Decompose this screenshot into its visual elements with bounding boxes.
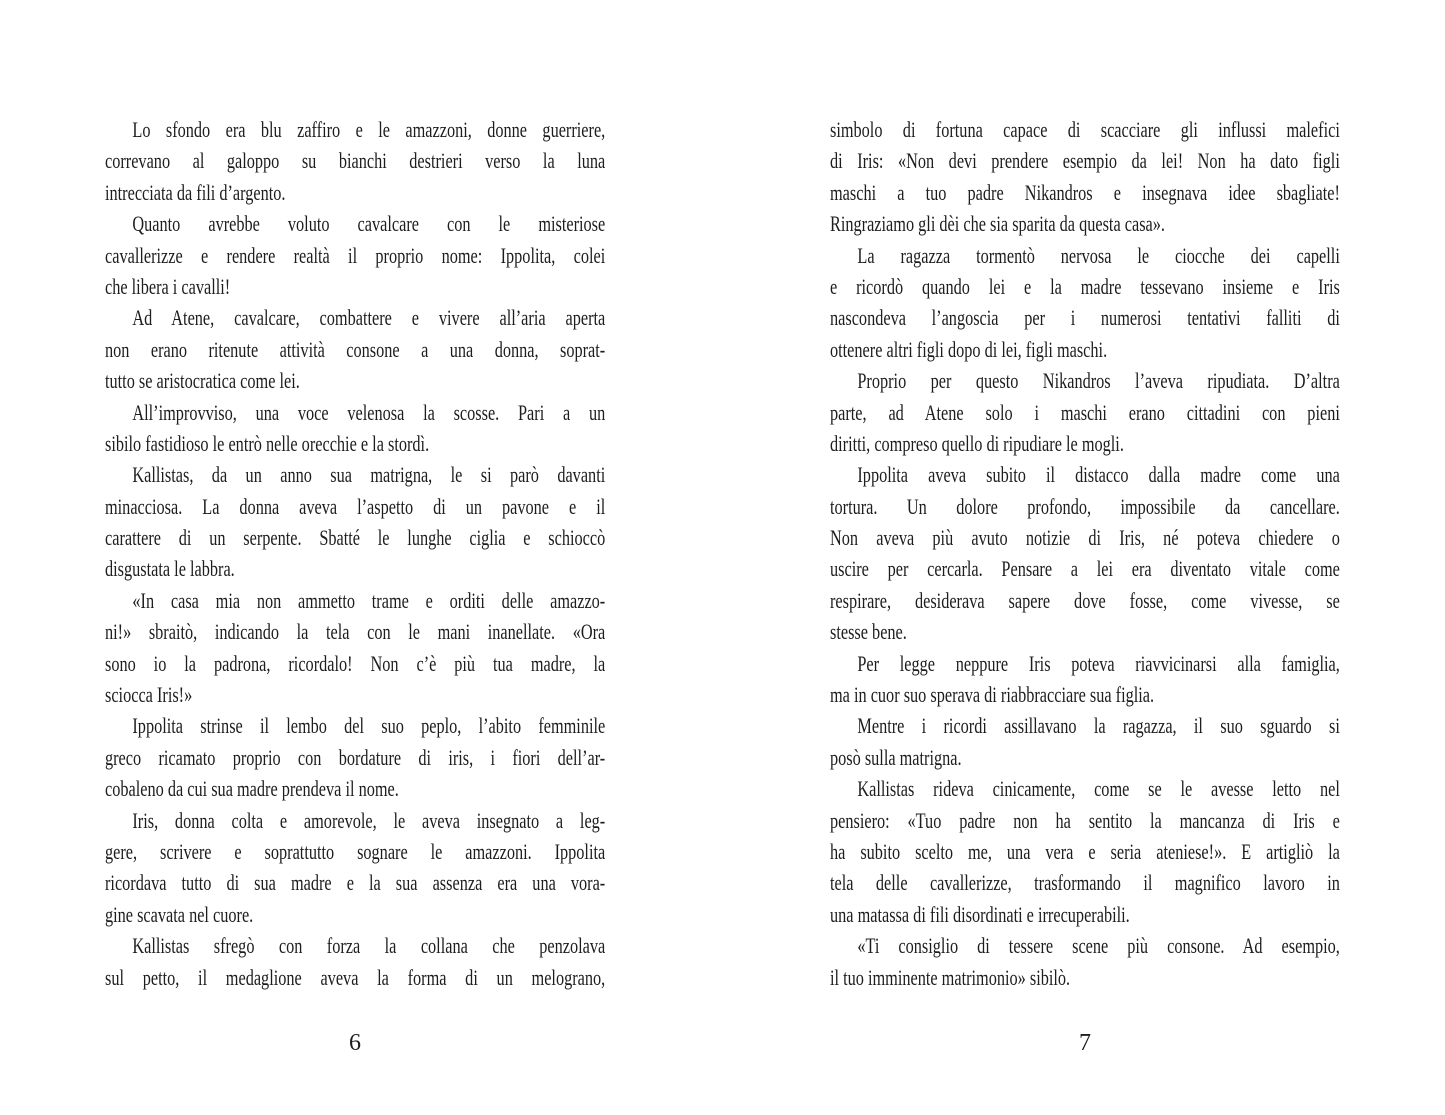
text-line: una matassa di fili disordinati e irrecuperabili. — [830, 901, 1130, 927]
text-line: parte, ad Atene solo i maschi erano cittadini con pieni — [830, 399, 1340, 425]
text-line: «In casa mia non ammetto trame e orditi delle amazzo- — [132, 587, 606, 613]
text-line: Ad Atene, cavalcare, combattere e vivere all’aria aperta — [132, 305, 606, 331]
text-line: tutto se aristocratica come lei. — [105, 368, 300, 394]
text-line: Ippolita aveva subito il distacco dalla madre come una — [857, 462, 1340, 488]
text-line: posò sulla matrigna. — [830, 744, 962, 770]
text-line: sul petto, il medaglione aveva la forma di un melograno, — [105, 964, 606, 990]
text-line: ma in cuor suo sperava di riabbracciare sua figlia. — [830, 682, 1155, 708]
text-line: diritti, compreso quello di ripudiare le mogli. — [830, 430, 1124, 456]
text-line: Iris, donna colta e amorevole, le aveva insegnato a leg- — [132, 807, 606, 833]
text-line: correvano al galoppo su bianchi destrieri verso la luna — [105, 148, 606, 174]
text-line: Ringraziamo gli dèi che sia sparita da questa casa». — [830, 211, 1165, 237]
text-line: cavallerizze e rendere realtà il proprio nome: Ippolita, colei — [105, 242, 606, 268]
paragraph — [105, 208, 605, 302]
text-line: ottenere altri figli dopo di lei, figli maschi. — [830, 336, 1108, 362]
text-line: uscire per cercarla. Pensare a lei era diventato vitale come — [830, 556, 1340, 582]
text-line: ricordava tutto di sua madre e la sua assenza era una vora- — [105, 870, 606, 896]
text-line: ni!» sbraitò, indicando la tela con le mani inanellate. «Ora — [105, 619, 606, 645]
page-right-text — [830, 114, 1340, 993]
text-line: greco ricamato proprio con bordature di iris, i fiori dell’ar- — [105, 744, 606, 770]
text-line: «Ti consiglio di tessere scene più consone. Ad esempio, — [857, 933, 1340, 959]
text-line: Mentre i ricordi assillavano la ragazza, il suo sguardo si — [857, 713, 1340, 739]
text-line: che libera i cavalli! — [105, 273, 231, 299]
paragraph — [105, 302, 605, 396]
text-line: Kallistas rideva cinicamente, come se le avesse letto nel — [857, 776, 1340, 802]
text-line: Quanto avrebbe voluto cavalcare con le misteriose — [132, 211, 606, 237]
paragraph — [105, 397, 605, 460]
paragraph — [105, 585, 605, 711]
paragraph — [830, 459, 1340, 647]
paragraph — [830, 710, 1340, 773]
text-line: gere, scrivere e soprattutto sognare le amazzoni. Ippolita — [105, 838, 606, 864]
text-line: Proprio per questo Nikandros l’aveva ripudiata. D’altra — [857, 368, 1340, 394]
text-line: ha subito scelto me, una vera e seria ateniese!». E artigliò la — [830, 838, 1340, 864]
paragraph — [105, 459, 605, 585]
paragraph — [105, 930, 605, 993]
text-line: sciocca Iris!» — [105, 682, 193, 708]
text-line: non erano ritenute attività consone a una donna, soprat- — [105, 336, 606, 362]
text-line: Per legge neppure Iris poteva riavvicinarsi alla famiglia, — [857, 650, 1340, 676]
paragraph — [105, 710, 605, 804]
text-line: Kallistas, da un anno sua matrigna, le si parò davanti — [132, 462, 606, 488]
text-line: Lo sfondo era blu zaffiro e le amazzoni, donne guerriere, — [132, 117, 606, 142]
text-line: nascondeva l’angoscia per i numerosi tentativi falliti di — [830, 305, 1340, 331]
page-left-text — [105, 114, 605, 993]
text-line: intrecciata da fili d’argento. — [105, 179, 286, 205]
text-line: il tuo imminente matrimonio» sibilò. — [830, 964, 1071, 990]
page-number-right: 7 — [1079, 1030, 1091, 1056]
paragraph — [830, 773, 1340, 930]
text-line: Ippolita strinse il lembo del suo peplo, l’abito femminile — [132, 713, 606, 739]
paragraph — [105, 805, 605, 931]
text-line: tortura. Un dolore profondo, impossibile da cancellare. — [830, 493, 1340, 519]
text-line: Non aveva più avuto notizie di Iris, né poteva chiedere o — [830, 525, 1340, 551]
text-line: respirare, desiderava sapere dove fosse, come vivesse, se — [830, 587, 1340, 613]
text-line: All’improvviso, una voce velenosa la scosse. Pari a un — [132, 399, 606, 425]
text-line: La ragazza tormentò nervosa le ciocche dei capelli — [857, 242, 1340, 268]
text-line: di Iris: «Non devi prendere esempio da lei! Non ha dato figli — [830, 148, 1340, 174]
text-line: cobaleno da cui sua madre prendeva il nome. — [105, 776, 399, 802]
text-line: e ricordò quando lei e la madre tessevano insieme e Iris — [830, 273, 1340, 299]
text-line: minacciosa. La donna aveva l’aspetto di un pavone e il — [105, 493, 606, 519]
text-line: pensiero: «Tuo padre non ha sentito la mancanza di Iris e — [830, 807, 1340, 833]
text-line: maschi a tuo padre Nikandros e insegnava idee sbagliate! — [830, 179, 1340, 205]
paragraph — [105, 114, 605, 208]
text-line: sono io la padrona, ricordalo! Non c’è più tua madre, la — [105, 650, 606, 676]
text-line: disgustata le labbra. — [105, 556, 235, 582]
paragraph — [830, 365, 1340, 459]
text-line: stesse bene. — [830, 619, 907, 645]
text-line: gine scavata nel cuore. — [105, 901, 254, 927]
text-line: simbolo di fortuna capace di scacciare gli influssi malefici — [830, 117, 1340, 142]
text-line: carattere di un serpente. Sbatté le lunghe ciglia e schioccò — [105, 525, 606, 551]
paragraph — [830, 648, 1340, 711]
text-line: sibilo fastidioso le entrò nelle orecchie e la stordì. — [105, 430, 430, 456]
page-number-left: 6 — [349, 1030, 361, 1056]
paragraph — [830, 930, 1340, 993]
text-line: tela delle cavallerizze, trasformando il magnifico lavoro in — [830, 870, 1340, 896]
paragraph — [830, 114, 1340, 240]
paragraph — [830, 240, 1340, 366]
text-line: Kallistas sfregò con forza la collana che penzolava — [132, 933, 606, 959]
